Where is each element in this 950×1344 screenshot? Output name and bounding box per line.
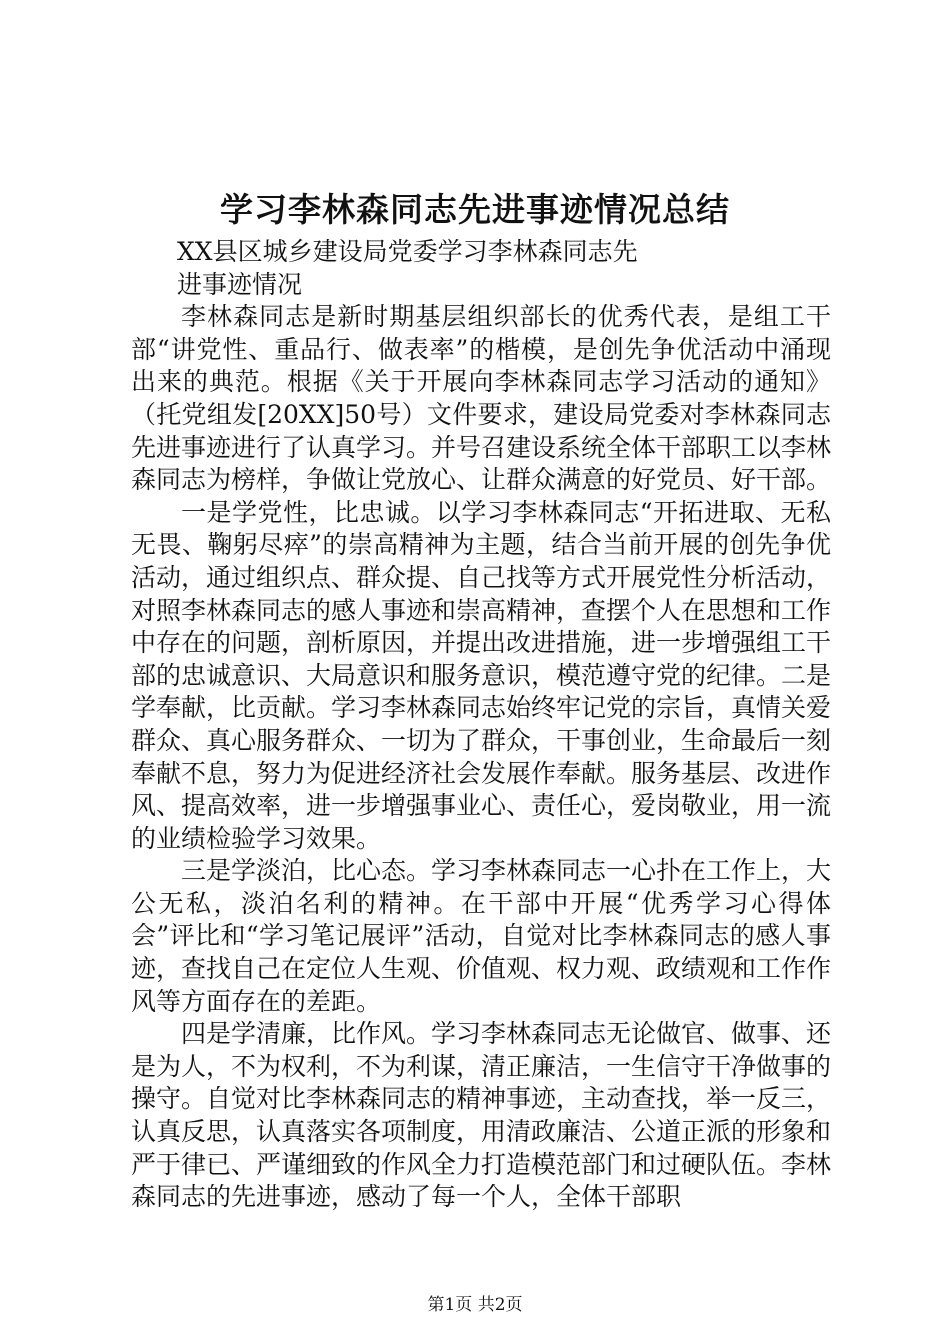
document-title: 学习李林森同志先进事迹情况总结 [220, 190, 730, 229]
document-subtitle: XX县区城乡建设局党委学习李林森同志先 进事迹情况 [177, 237, 638, 299]
paragraph: 三是学淡泊，比心态。学习李林森同志一心扑在工作上，大公无私，淡泊名利的精神。在干部中开展“优秀学习心得体会”评比和“学习笔记展评”活动，自觉对比李林森同志的感人事迹，查找自己在定位人生观、价值观、权力观、政绩观和工作作风等方面存在的差距。 [131, 856, 832, 1016]
paragraph: 李林森同志是新时期基层组织部长的优秀代表，是组工干部“讲党性、重品行、做表率”的楷模，是创先争优活动中涌现出来的典范。根据《关于开展向李林森同志学习活动的通知》（托党组发[20XX]50号）文件要求，建设局党委对李林森同志先进事迹进行了认真学习。并号召建设系统全体干部职工以李林森同志为榜样，争做让党放心、让群众满意的好党员、好干部。 [131, 302, 832, 495]
paragraph: 四是学清廉，比作风。学习李林森同志无论做官、做事、还是为人，不为权利，不为利谋，清正廉洁，一生信守干净做事的操守。自觉对比李林森同志的精神事迹，主动查找，举一反三，认真反思，认真落实各项制度，用清政廉洁、公道正派的形象和严于律已、严谨细致的作风全力打造模范部门和过硬队伍。李林森同志的先进事迹，感动了每一个人，全体干部职 [131, 1019, 832, 1212]
paragraph: 一是学党性，比忠诚。以学习李林森同志“开拓进取、无私无畏、鞠躬尽瘁”的崇高精神为主题，结合当前开展的创先争优活动，通过组织点、群众提、自己找等方式开展党性分析活动，对照李林森同志的感人事迹和崇高精神，查摆个人在思想和工作中存在的问题，剖析原因，并提出改进措施，进一步增强组工干部的忠诚意识、大局意识和服务意识，模范遵守党的纪律。二是学奉献，比贡献。学习李林森同志始终牢记党的宗旨，真情关爱群众、真心服务群众、一切为了群众，干事创业，生命最后一刻奉献不息，努力为促进经济社会发展作奉献。服务基层、改进作风、提高效率，进一步增强事业心、责任心，爱岗敬业，用一流的业绩检验学习效果。 [131, 497, 832, 853]
document-body [131, 236, 831, 1214]
page-number-footer: 第1页 共2页 [427, 1295, 523, 1315]
